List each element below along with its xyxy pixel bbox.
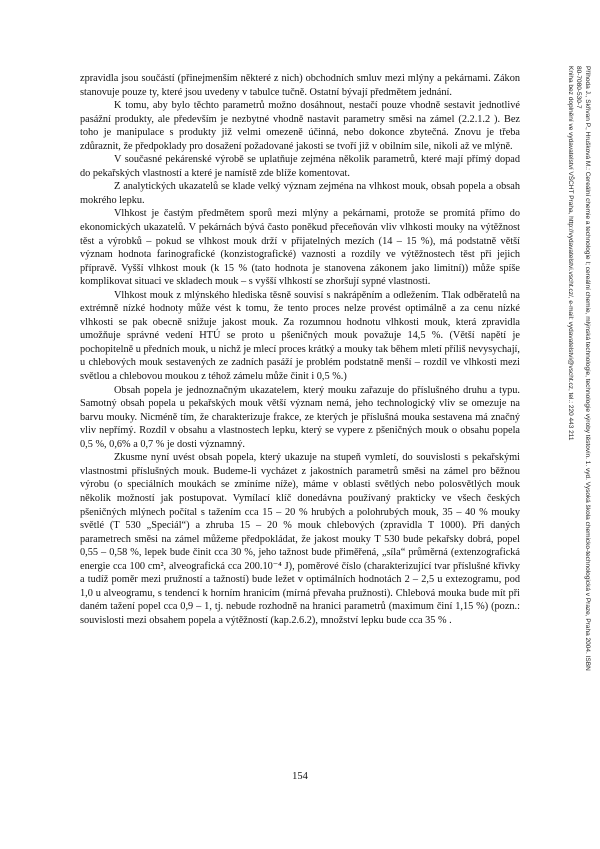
side-citation (549, 66, 591, 802)
paragraph: Obsah popela je jednoznačným ukazatelem, který mouku zařazuje do příslušného druhu a typu. Samotný obsah popela u pekařských mouk větší význam nemá, jeho technologický vliv se omezuje na barvu mouky. Nicméně tím, že charakterizuje frakce, ze kterých je příslušná mouka sestavena má značný vliv nepřímý. Rozdíl v obsahu a vlastnostech lepku, který se vypere z pšeničných mouk o obsahu popela 0,5 %, 0,6% a 0,7 % je dosti významný. (80, 384, 520, 450)
citation-line: Příhoda J., Skřivan P., Hrušková M.: Cereální chemie a technologie I; cereální chemie, mlýnská technologie, technologie výroby těstovin. 1. vyd. Vysoká škola chemicko-technologická v Praze, Praha 2004. ISBN (584, 66, 591, 671)
paragraph: Vlhkost je častým předmětem sporů mezi mlýny a pekárnami, protože se promítá přímo do ekonomických ukazatelů. V pekárnách bývá často poněkud přeceňován vliv vlhkosti mouky na výtěžnost těst a výrobků – pokud se vlhkost mouk drží v přijatelných mezích (14 – 15 %), má podstatně větší význam hodnota farinografické (konzistografické) vaznosti a rozdíly ve výtěžnostech těst při jejich přípravě. Vyšší vlhkost mouk (k 15 % (tato hodnota je stanovena zákonem jako limitní)) může spíše komplikovat situaci ve skladech mouk – s vyšší vlhkostí se zhoršují sypné vlastnosti. (80, 208, 520, 288)
paragraph: zpravidla jsou součástí (přinejmenším některé z nich) obchodních smluv mezi mlýny a pekárnami. Zákon stanovuje pouze ty, které jsou uvedeny v tabulce tučně. Ostatní bývají předmětem jednání. (80, 73, 520, 98)
paragraph: V současné pekárenské výrobě se uplatňuje zejména několik parametrů, které mají přímý dopad do pekařských vlastností a které je namístě zde blíže komentovat. (80, 154, 520, 179)
body-text (80, 72, 520, 627)
paragraph: Z analytických ukazatelů se klade velký význam zejména na vlhkost mouk, obsah popela a obsah mokrého lepku. (80, 181, 520, 206)
paragraph: K tomu, aby bylo těchto parametrů možno dosáhnout, nestačí pouze vhodně sestavit jednotlivé pasážní produkty, ale především je nezbytné vhodně nastavit parametry směsi na zámel (2.2.1.2 ). Bez toho je manipulace s produkty již velmi omezeně účinná, nebo dokonce zbytečná. Znovu je třeba zdůraznit, že předpoklady pro dosažení požadované jakosti se tvoří již v obilním sile, nikoli až ve mlýně. (80, 100, 520, 152)
citation-isbn: 80-7080-530-7 (575, 66, 583, 109)
citation-publisher: Kniha bez doplnění ve vydavatelství VŠCHT Praha, http://vydavatelstvi.vscht.cz/, e-mail: vydavatelstvi@vscht.cz, tel.: 220 443 211 (566, 66, 574, 441)
paragraph: Vlhkost mouk z mlýnského hlediska těsně souvisí s nakrápěním a odležením. Tlak odběratelů na extrémně nízké hodnoty může vést k tomu, že tento proces nelze provést optimálně a za cenu nízké vlhkosti se pak obecně snižuje jakost mouk. Za rozumnou hodnotu vlhkosti mouk, která zpravidla umožňuje správné vedení HTÚ se proto u pšeničných mouk považuje 14,5 %. (Větší napětí je pochopitelně u předních mouk, u nichž je mlecí proces krátký a mouky tak během mletí příliš nevysychají, u chlebových mouk sestavených ze zadních pasáží je problém podstatně menší – rozdíl ve vlhkosti mezi světlou a chlebovou moukou z téhož zámelu může činit i 0,5 %.) (80, 289, 520, 383)
page-number: 154 (292, 771, 308, 782)
paragraph: Zkusme nyní uvést obsah popela, který ukazuje na stupeň vymletí, do souvislosti s pekařskými vlastnostmi příslušných mouk. Budeme-li vycházet z jakostních parametrů směsi na zámel pro běžnou výrobu (o speciálních moukách se zmíníme níže), máme v oblasti světlých nebo polosvětlých mouk několik možností jak postupovat. Vymílací klíč donedávna používaný prakticky ve všech českých pšeničných mlýnech počítal s tažením cca 15 – 20 % hrubých a polohrubých mouk, 35 – 40 % mouky světlé (T 530 „Speciál“) a zhruba 15 – 20 % mouk chlebových (zpravidla T 1000). Při daných parametrech směsi na zámel můžeme předpokládat, že jakost mouky T 530 bude pekařsky dobrá, popel 0,55 – 0,58 %, lepek bude činit cca 30 %, jeho tažnost bude přiměřená, „síla“ průměrná (extenzografická energie cca 100 cm², alveografická cca 200.10⁻⁴ J), poměrové číslo (charakterizující tvar příslušné křivky a tudíž poměr mezi pružností a tažností) bude ležet v optimálních hodnotách 2 – 2,5 u extezogramu, pod 1,0 u alveogramu, s tendencí k horním hranicím (mírná převaha pružnosti). Chlebová mouka bude mít při daném tažení popel cca 0,9 – 1, tj. nebude rozhodně na hranici parametrů (maximum činí 1,15 %) (pozn.: souvislosti mezi obsahem popela a výtěžností (kap.2.6.2), množství lepku bude cca 35 % . (80, 452, 520, 626)
